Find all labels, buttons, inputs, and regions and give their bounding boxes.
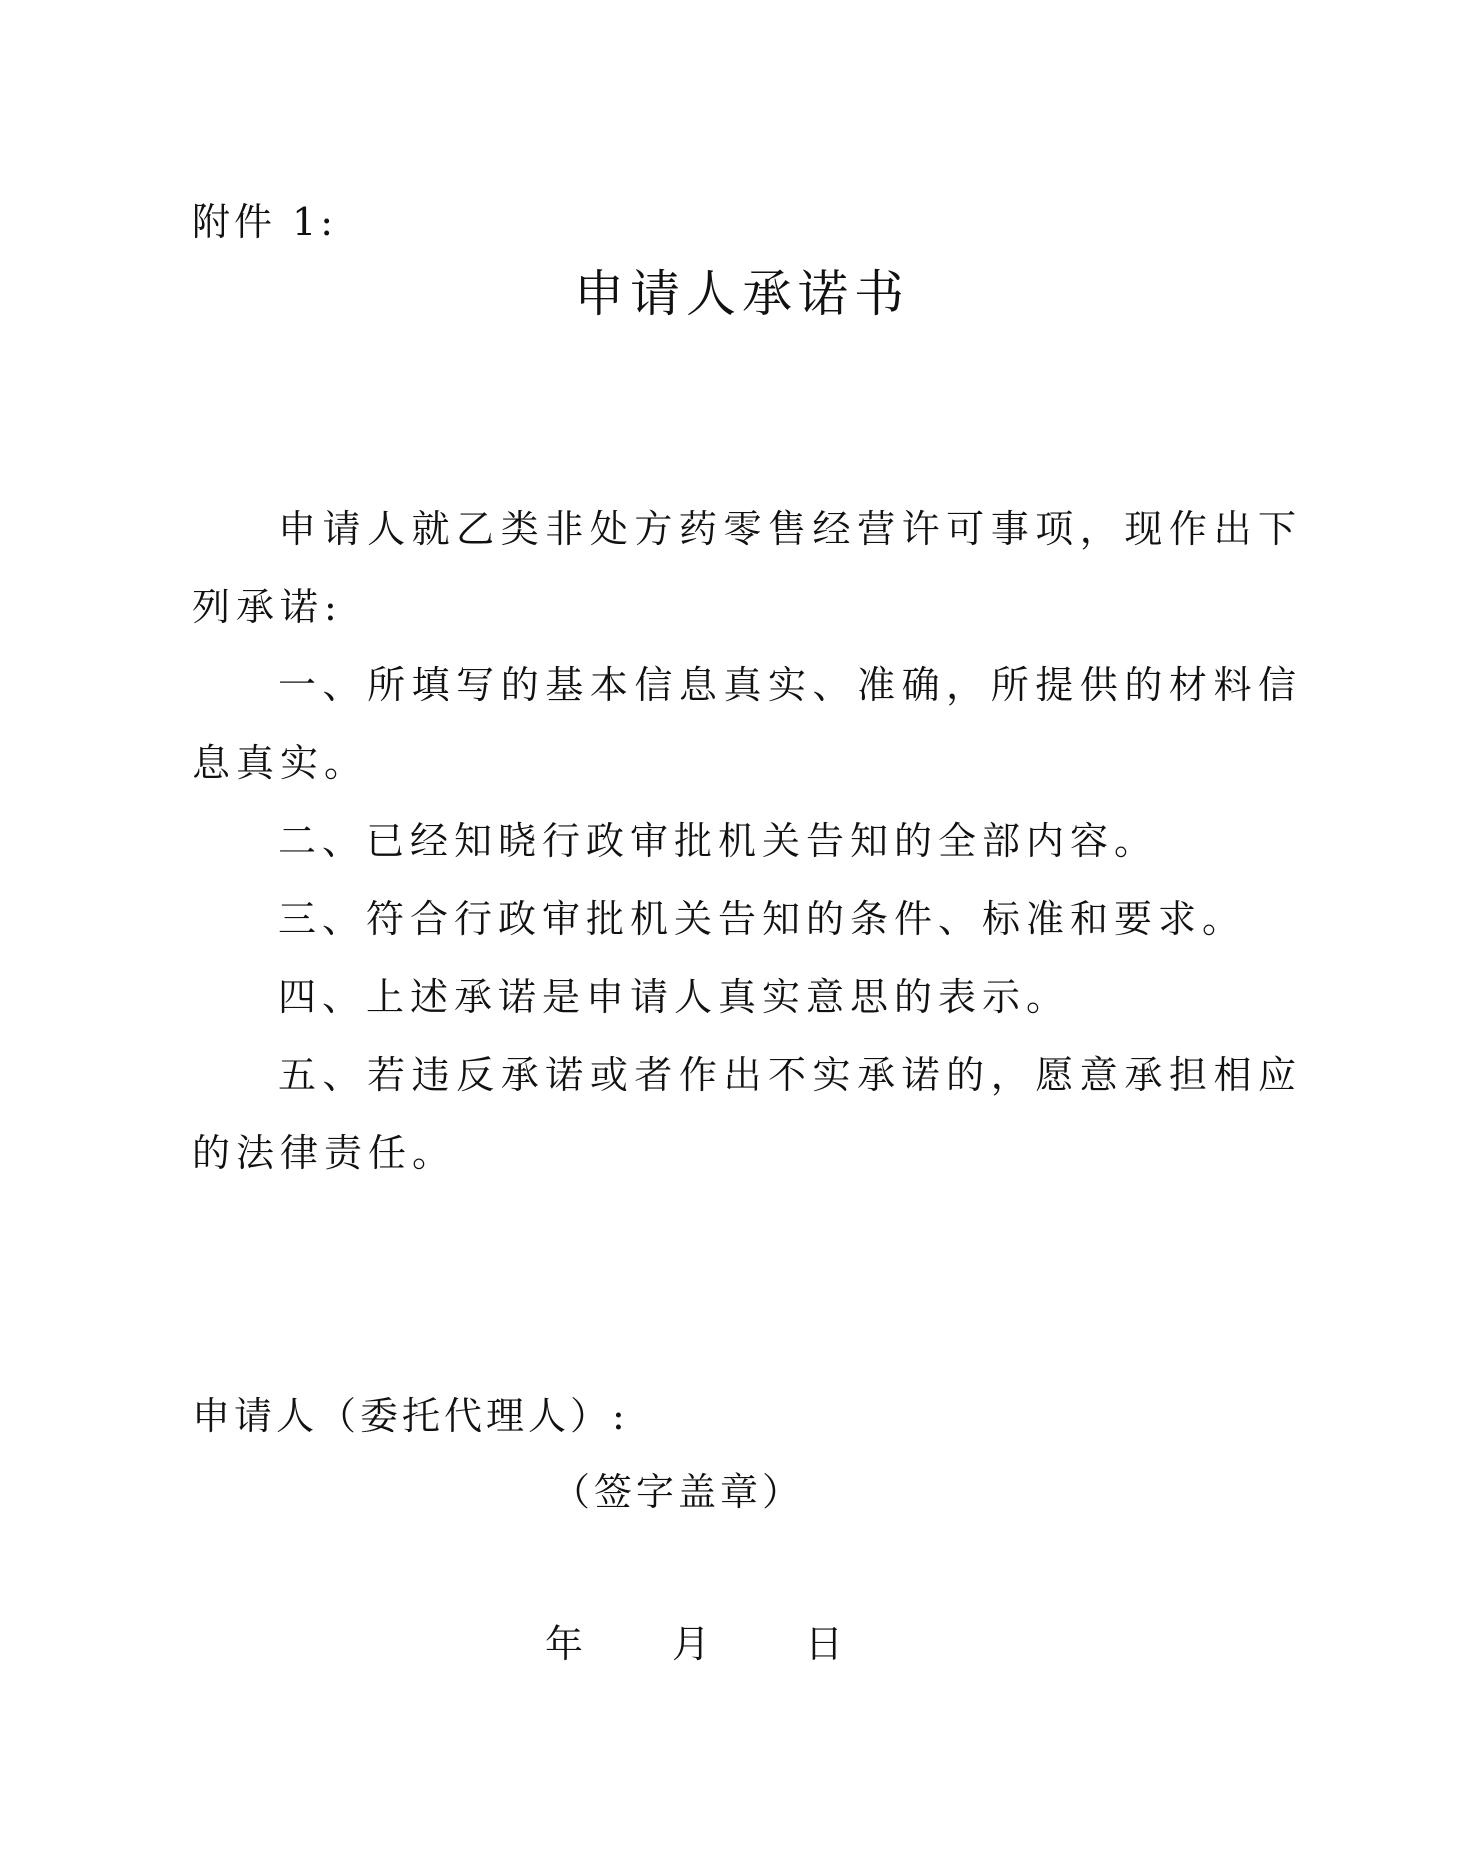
commitment-item-5: 五、若违反承诺或者作出不实承诺的，愿意承担相应的法律责任。 <box>192 1053 1302 1175</box>
seal-label: （签字盖章） <box>552 1470 805 1514</box>
commitment-item-2: 二、已经知晓行政审批机关告知的全部内容。 <box>278 819 1159 863</box>
date-month-label: 月 <box>672 1622 711 1666</box>
commitment-item-4: 四、上述承诺是申请人真实意思的表示。 <box>278 975 1071 1019</box>
date-year-label: 年 <box>545 1622 584 1666</box>
commitment-item-1: 一、所填写的基本信息真实、准确，所提供的材料信息真实。 <box>192 663 1302 785</box>
applicant-signature-label: 申请人（委托代理人）: <box>192 1394 629 1438</box>
commitment-body <box>192 490 1302 1192</box>
date-day-label: 日 <box>805 1622 844 1666</box>
intro-paragraph: 申请人就乙类非处方药零售经营许可事项，现作出下列承诺: <box>192 507 1302 629</box>
commitment-item-3: 三、符合行政审批机关告知的条件、标准和要求。 <box>278 897 1247 941</box>
document-title: 申请人承诺书 <box>574 265 910 323</box>
attachment-label: 附件 1: <box>192 200 338 244</box>
